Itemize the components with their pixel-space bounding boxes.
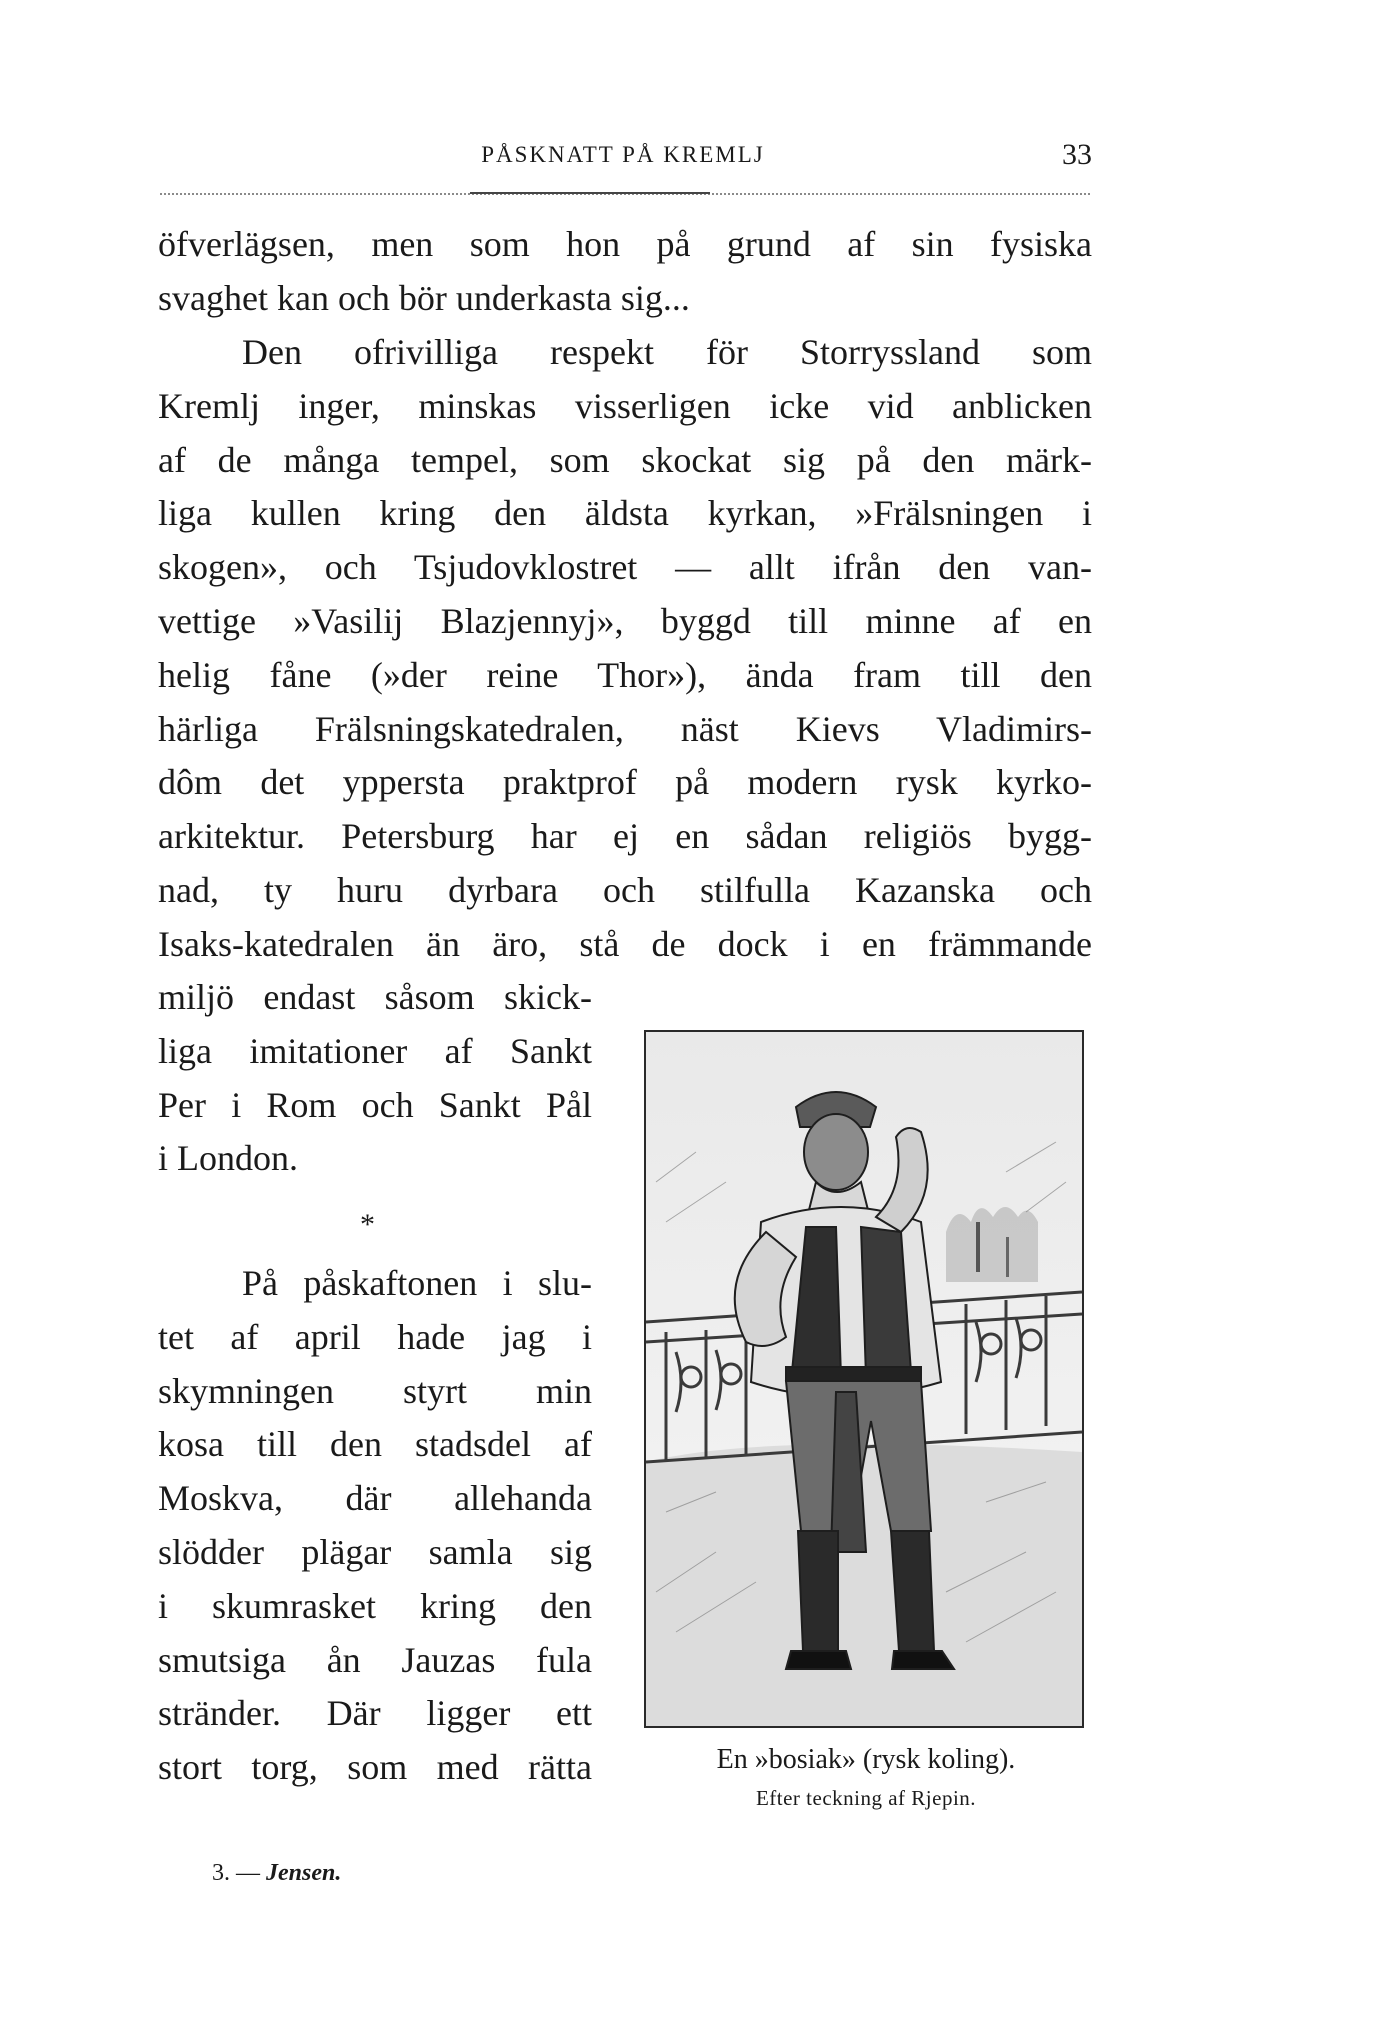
text-line: helig fåne (»der reine Thor»), ända fram till den (158, 654, 1092, 695)
signature-number: 3. (212, 1860, 230, 1886)
paragraph-1 (158, 218, 1092, 326)
text-line: svaghet kan och bör underkasta sig... (158, 277, 690, 318)
text-line: nad, ty huru dyrbara och stilfulla Kazanska och (158, 869, 1092, 910)
text-line: Kremlj inger, minskas visserligen icke vid anblicken (158, 385, 1092, 426)
running-head (158, 138, 1092, 178)
text-line: På påskaftonen i slu- (242, 1263, 592, 1303)
text-line: smutsiga ån Jauzas fula (158, 1639, 592, 1680)
text-line: stort torg, som med rätta (158, 1747, 592, 1788)
figure-credit: Efter teckning af Rjepin. (755, 1786, 977, 1810)
signature-dash: — (236, 1860, 260, 1886)
running-title: PÅSKNATT PÅ KREMLJ (481, 142, 765, 167)
text-line: slödder plägar samla sig (158, 1531, 592, 1572)
text-line: af de många tempel, som skockat sig på den märk- (158, 439, 1092, 480)
sketch-figure-icon (646, 1032, 1082, 1726)
text-line: skymningen styrt min (158, 1370, 592, 1411)
text-line: i skumrasket kring den (158, 1585, 592, 1626)
paragraph-3 (158, 1257, 592, 1795)
text-line: Moskva, där allehanda (158, 1478, 592, 1519)
text-line: liga imitationer af Sankt (158, 1030, 592, 1071)
printer-signature (212, 1860, 341, 1887)
text-line: tet af april hade jag i (158, 1316, 592, 1357)
paragraph-2 (158, 326, 1092, 972)
text-line: Isaks-katedralen än äro, stå de dock i en främmande (158, 923, 1092, 964)
header-rule-center (470, 192, 710, 194)
text-line: stränder. Där ligger ett (158, 1693, 592, 1734)
text-line: kosa till den stadsdel af (158, 1424, 592, 1465)
page-number: 33 (1062, 138, 1092, 171)
text-line: liga kullen kring den äldsta kyrkan, »Frälsningen i (158, 493, 1092, 534)
text-line: vettige »Vasilij Blazjennyj», byggd till minne af en (158, 600, 1092, 641)
text-line: Per i Rom och Sankt Pål (158, 1084, 592, 1125)
text-line: arkitektur. Petersburg har ej en sådan religiös bygg- (158, 816, 1092, 857)
text-line: Den ofrivilliga respekt för Storryssland som (242, 332, 1092, 372)
paragraph-2-continued (158, 971, 592, 1186)
figure-caption: En »bosiak» (rysk koling). (716, 1744, 1016, 1775)
text-line: skogen», och Tsjudovklostret — allt ifrån den van- (158, 547, 1092, 588)
text-line: dôm det yppersta praktprof på modern rysk kyrko- (158, 762, 1092, 803)
text-line: miljö endast såsom skick- (158, 977, 592, 1017)
signature-name: Jensen. (266, 1860, 342, 1886)
illustration-bosiak (644, 1030, 1084, 1728)
text-line: i London. (158, 1138, 298, 1179)
text-line: härliga Frälsningskatedralen, näst Kievs Vladimirs- (158, 708, 1092, 749)
text-line: öfverlägsen, men som hon på grund af sin fysiska (158, 224, 1092, 264)
section-separator: * (360, 1208, 375, 1241)
